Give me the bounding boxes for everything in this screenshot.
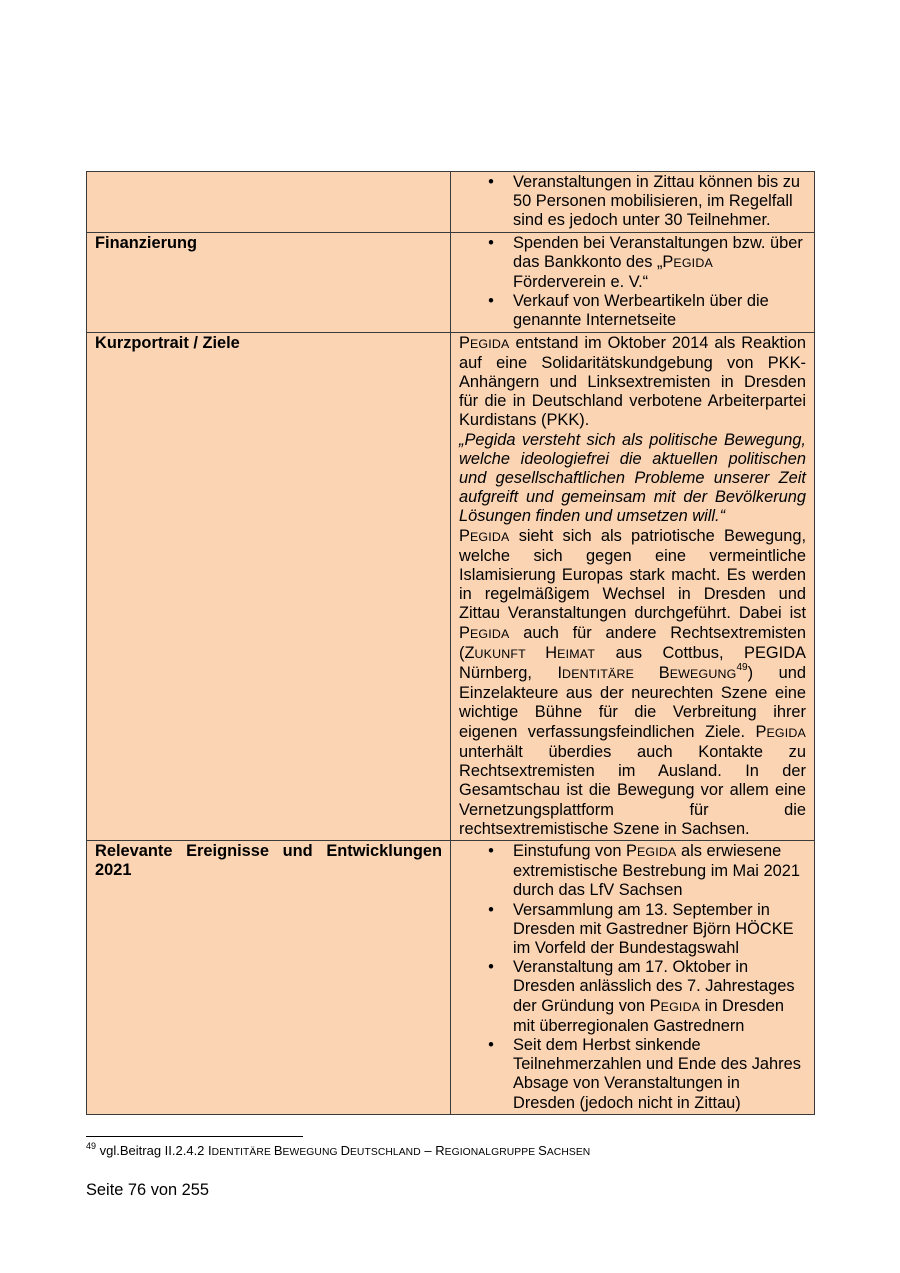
row-content-kurzportrait <box>451 332 815 840</box>
bullet-list <box>459 842 806 1113</box>
bullet-list <box>459 173 806 231</box>
quote: „Pegida versteht sich als politische Bewegung, welche ideologiefrei die aktuellen politischen und gesellschaftlichen Probleme unserer Zeit aufgreift und gemeinsam mit der Bevölkerung Lösungen finden und umsetzen will.“ <box>459 430 806 526</box>
row-content <box>451 172 815 233</box>
list-item: • Einstufung von PEGIDA als erwiesene extremistische Bestrebung im Mai 2021 durch das LfV Sachsen <box>488 841 800 900</box>
footnote-divider <box>86 1136 303 1137</box>
footnote-ref[interactable]: 49 <box>736 661 748 673</box>
row-label <box>87 172 451 233</box>
list-item: • Verkauf von Werbeartikeln über die genannte Internetseite <box>488 292 769 330</box>
list-item: • Veranstaltung am 17. Oktober in Dresden anlässlich des 7. Jahrestages der Gründung von PEGIDA in Dresden mit überregionalen Gastrednern <box>488 958 795 1035</box>
paragraph: PEGIDA sieht sich als patriotische Bewegung, welche sich gegen eine vermeintliche Islamisierung Europas stark macht. Es werden in regelmäßigem Wechsel in Dresden und Zittau Veranstaltungen durchgeführt. Dabei ist PEGIDA auch für andere Rechtsextremisten (ZUKUNFT HEIMAT aus Cottbus, PEGIDA Nürnberg, IDENTITÄRE BEWEGUNG$^{49}$) und Einzelakteure aus der neurechten Szene eine wichtige Bühne für die Verbreitung ihrer eigenen verfassungsfeindlichen Ziele. PEGIDA unterhält überdies auch Kontakte zu Rechtsextremisten im Ausland. In der Gesamtschau ist die Bewegung vor allem eine Vernetzungsplattform für die rechtsextremistische Szene in Sachsen. <box>459 526 806 838</box>
table-row <box>87 232 815 332</box>
page-number: Seite 76 von 255 <box>86 1181 210 1199</box>
table-row <box>87 172 815 233</box>
bullet-list <box>459 234 806 331</box>
row-label-finanzierung: Finanzierung <box>87 232 451 332</box>
row-label-ereignisse: Relevante Ereignisse und Entwicklungen 2021 <box>87 840 451 1114</box>
table-row <box>87 332 815 840</box>
paragraph: PEGIDA entstand im Oktober 2014 als Reaktion auf eine Solidaritätskundgebung von PKK-Anhängern und Linksextremisten in Dresden für die in Deutschland verbotene Arbeiterpartei Kurdistans (PKK). <box>459 333 806 430</box>
list-item: • Versammlung am 13. September in Dresden mit Gastredner Björn HÖCKE im Vorfeld der Bundestagswahl <box>488 900 794 957</box>
list-item: • Spenden bei Veranstaltungen bzw. über das Bankkonto des „PEGIDA Förderverein e. V.“ <box>488 233 803 292</box>
row-content <box>451 232 815 332</box>
table-row <box>87 840 815 1114</box>
row-label-kurzportrait: Kurzportrait / Ziele <box>87 332 451 840</box>
footnote-number: 49 <box>86 1140 97 1151</box>
footnote: $^{49}$ vgl.Beitrag II.2.4.2 IDENTITÄRE BEWEGUNG DEUTSCHLAND – REGIONALGRUPPE SACHSEN <box>86 1140 591 1158</box>
info-table <box>86 171 815 1115</box>
list-item: • Seit dem Herbst sinkende Teilnehmerzahlen und Ende des Jahres Absage von Veranstaltungen in Dresden (jedoch nicht in Zittau) <box>488 1035 801 1112</box>
row-content <box>451 840 815 1114</box>
list-item: • Veranstaltungen in Zittau können bis zu 50 Personen mobilisieren, im Regelfall sind es jedoch unter 30 Teilnehmer. <box>488 173 801 230</box>
